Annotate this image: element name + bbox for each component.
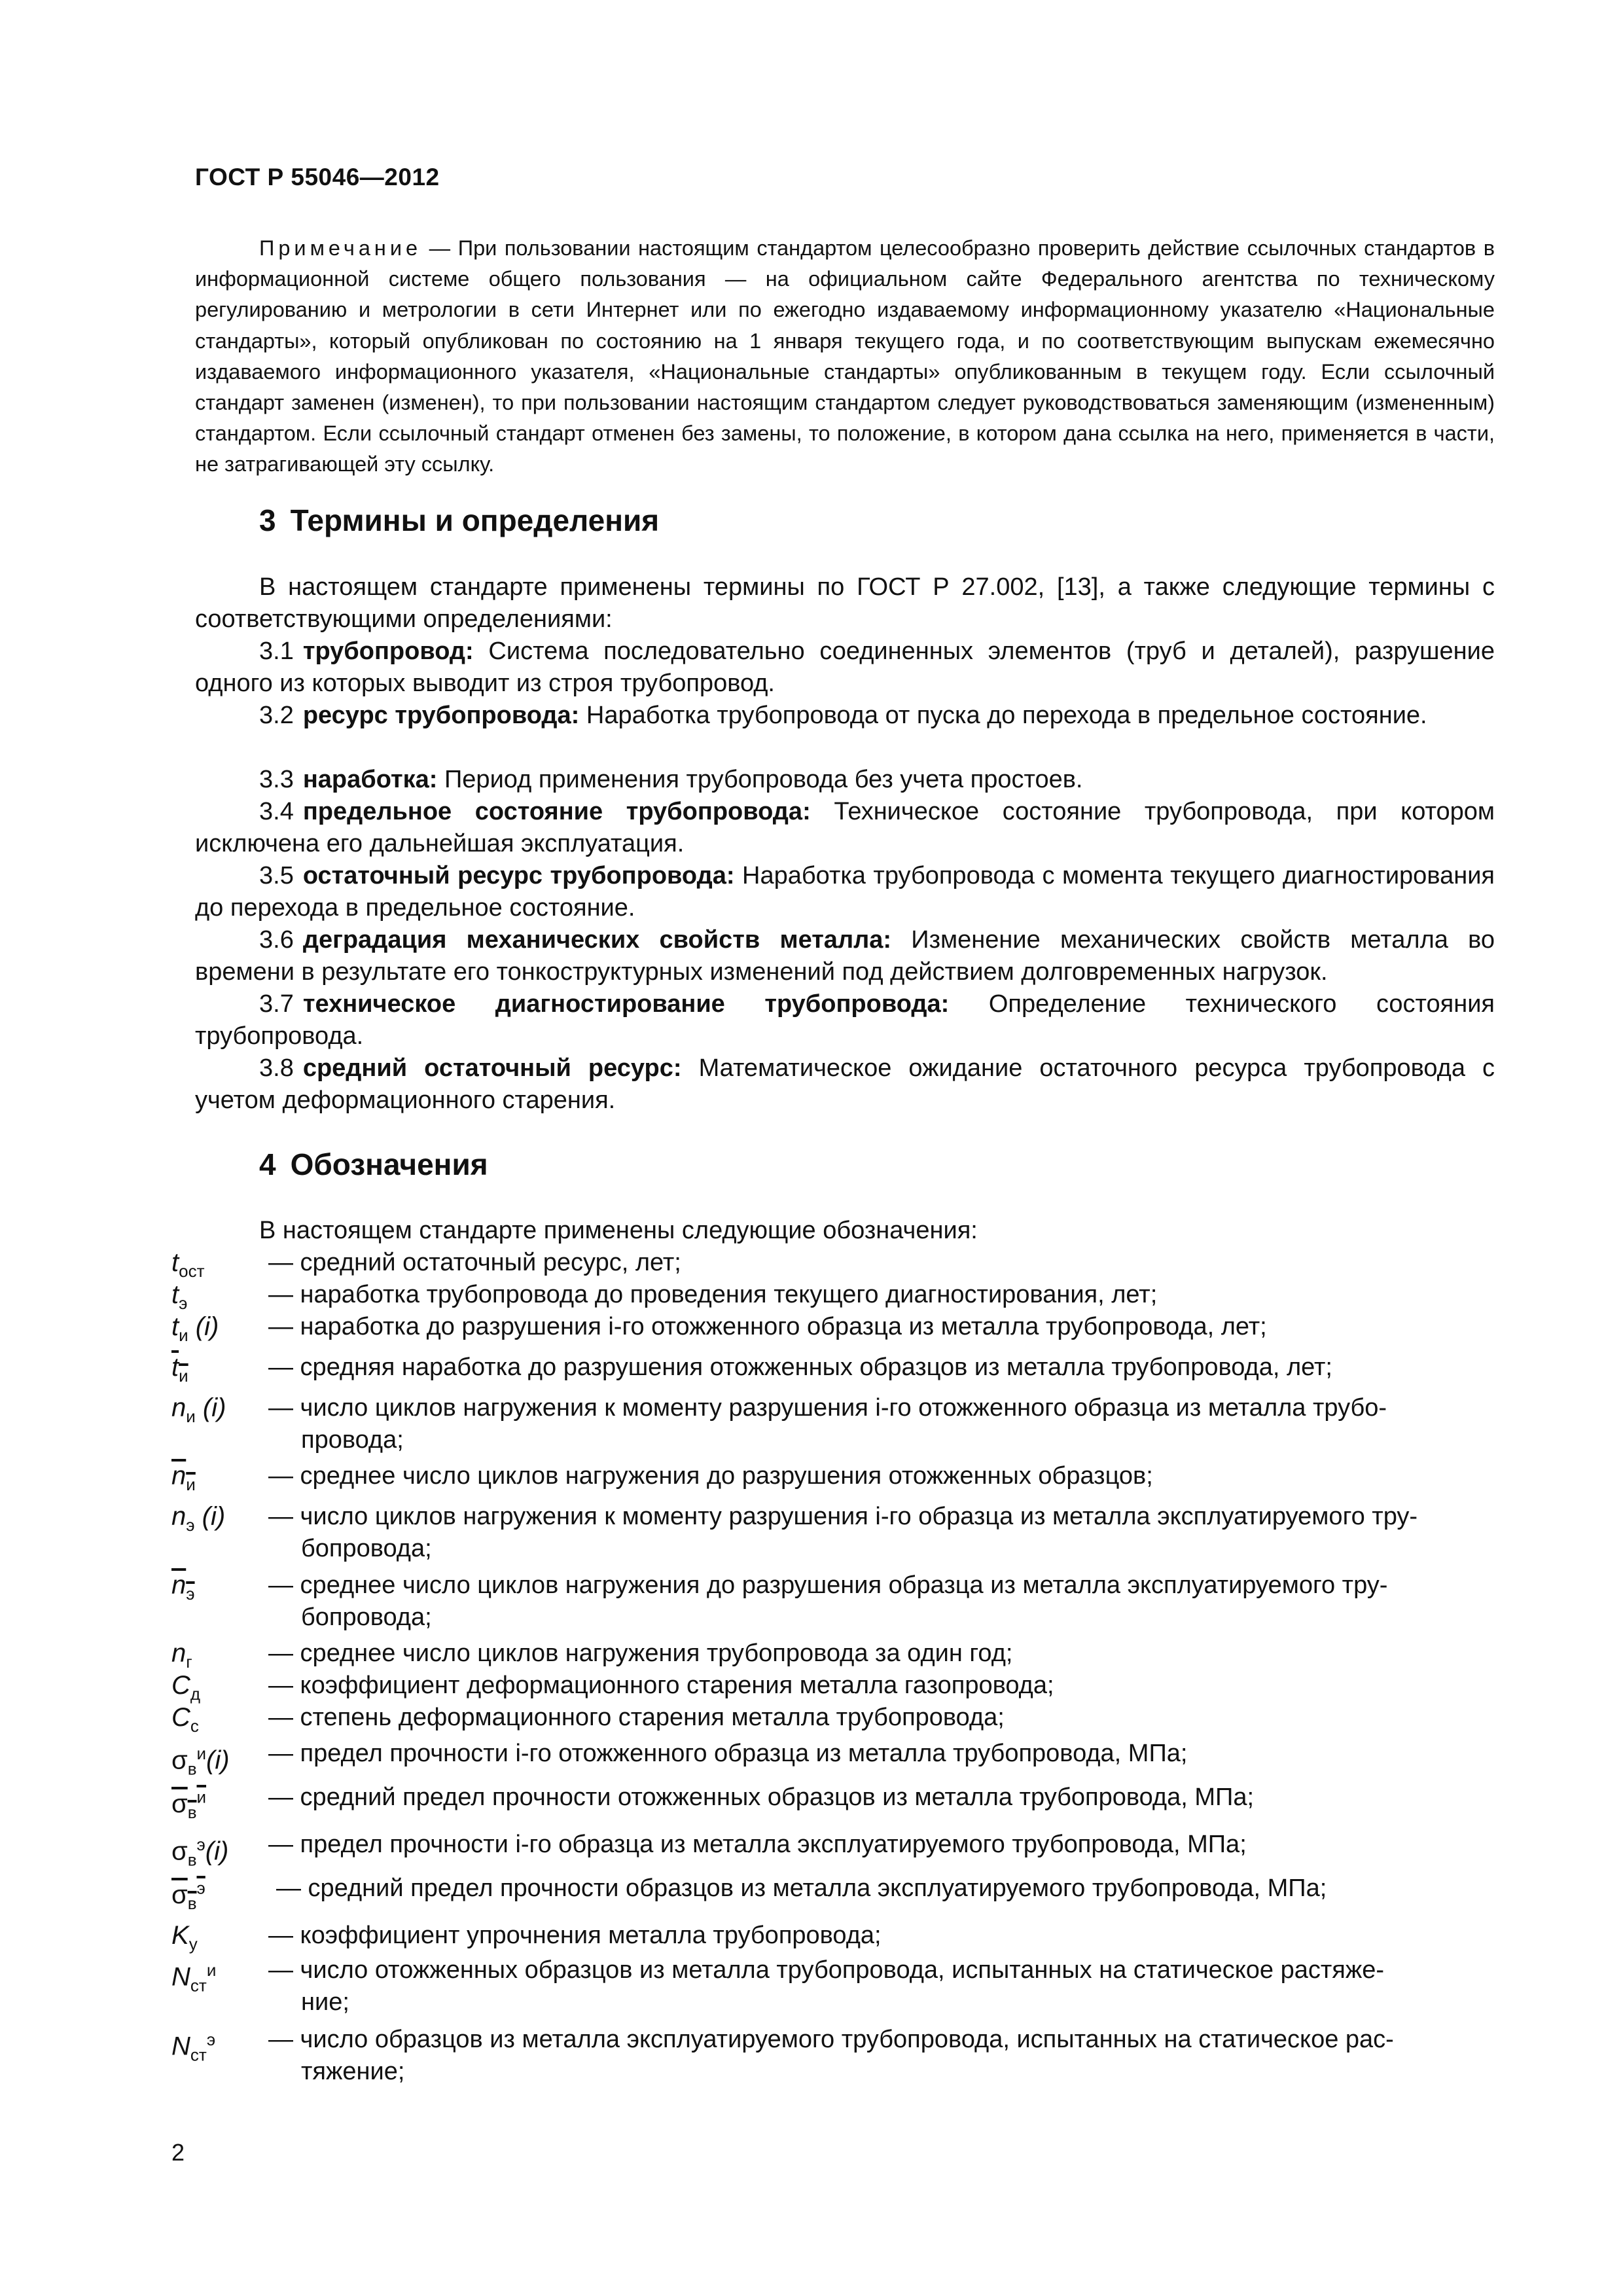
section-4-intro: В настоящем стандарте применены следующие обозначения:	[259, 1217, 978, 1244]
term-3-6	[195, 924, 1495, 988]
symbol-definition: — число циклов нагружения к моменту разрушения i-го образца из металла эксплуатируемого тру- бопровода;	[268, 1503, 1418, 1562]
term-3-8	[195, 1052, 1495, 1117]
symbol-definition: — средний остаточный ресурс, лет;	[268, 1249, 681, 1276]
symbol: $n_и$ (i)	[171, 1393, 226, 1426]
term-3-4	[195, 796, 1495, 860]
term-definition: Математическое ожидание остаточного ресурса трубопровода с учетом деформационного старения.	[195, 1054, 1495, 1114]
term-3-2	[195, 700, 1495, 732]
section-4-heading	[259, 1147, 488, 1182]
term-name: техническое диагностирование трубопровода:	[302, 990, 950, 1018]
symbol-definition: — средний предел прочности отожженных образцов из металла трубопровода, МПа;	[268, 1784, 1255, 1811]
symbol-definition: — средняя наработка до разрушения отожженных образцов из металла трубопровода, лет;	[268, 1354, 1332, 1381]
symbol-definition: — степень деформационного старения металла трубопровода;	[268, 1704, 1005, 1731]
document-header: ГОСТ Р 55046—2012	[195, 164, 440, 190]
symbol: $n_э$ (i)	[171, 1502, 226, 1535]
term-number: 3.6	[259, 926, 294, 954]
symbol-definition: — наработка до разрушения i-го отожженного образца из металла трубопровода, лет;	[268, 1313, 1267, 1340]
symbol: $C_д$	[171, 1671, 201, 1704]
symbol: $N_{ст}^и$	[171, 1960, 217, 1996]
section-3-title: Термины и определения	[290, 503, 660, 537]
section-3-intro: В настоящем стандарте применены термины по ГОСТ Р 27.002, [13], а также следующие термины с соответствующими определениями:	[195, 573, 1495, 633]
symbol: $\sigma_в^и(i)$	[171, 1744, 230, 1779]
symbol: $\sigma_в^э(i)$	[171, 1835, 229, 1870]
section-3-heading	[259, 503, 659, 538]
section-4-title: Обозначения	[290, 1147, 488, 1181]
symbol: $\sigma_в^и$	[171, 1787, 207, 1823]
term-number: 3.5	[259, 862, 294, 889]
term-number: 3.7	[259, 990, 294, 1018]
section-4-number: 4	[259, 1147, 276, 1181]
term-name: наработка:	[302, 766, 438, 793]
term-definition: Наработка трубопровода от пуска до перехода в предельное состояние.	[586, 702, 1427, 729]
note-paragraph	[195, 233, 1495, 480]
note-label: Примечание	[259, 236, 422, 260]
section-3-number: 3	[259, 503, 276, 537]
symbol-definition: — коэффициент упрочнения металла трубопровода;	[268, 1922, 882, 1949]
symbol: $t_{ост}$	[171, 1248, 205, 1281]
symbol: $C_с$	[171, 1703, 199, 1736]
symbol: $t_э$	[171, 1280, 188, 1313]
term-3-1	[195, 636, 1495, 700]
term-definition: Наработка трубопровода с момента текущего диагностирования до перехода в предельное состояние.	[195, 862, 1495, 922]
symbol-definition: — предел прочности i-го отожженного образца из металла трубопровода, МПа;	[268, 1740, 1188, 1767]
symbol: $t_и$ (i)	[171, 1312, 219, 1345]
term-number: 3.4	[259, 798, 294, 825]
term-name: средний остаточный ресурс:	[302, 1054, 682, 1082]
term-name: предельное состояние трубопровода:	[302, 798, 811, 825]
term-name: трубопровод:	[302, 637, 474, 665]
term-3-5	[195, 860, 1495, 924]
symbol-definition: — среднее число циклов нагружения трубопровода за один год;	[268, 1640, 1013, 1667]
symbol: $t_и$	[171, 1353, 188, 1386]
term-definition: Техническое состояние трубопровода, при котором исключена его дальнейшая эксплуатация.	[195, 798, 1495, 857]
symbol-definition: — средний предел прочности образцов из металла эксплуатируемого трубопровода, МПа;	[276, 1874, 1327, 1902]
symbol: $n_и$	[171, 1462, 196, 1494]
symbol-definition: — число отожженных образцов из металла трубопровода, испытанных на статическое растяже- ние;	[268, 1956, 1385, 2016]
symbol-definition: — среднее число циклов нагружения до разрушения отожженных образцов;	[268, 1462, 1153, 1490]
page-number: 2	[171, 2139, 185, 2166]
symbol-definition: — коэффициент деформационного старения металла газопровода;	[268, 1672, 1054, 1699]
symbol: $n_э$	[171, 1571, 195, 1604]
term-3-7	[195, 988, 1495, 1052]
term-number: 3.8	[259, 1054, 294, 1082]
term-name: ресурс трубопровода:	[302, 702, 580, 729]
symbol-definition: — число циклов нагружения к моменту разрушения i-го отожженного образца из металла трубо- провода;	[268, 1394, 1387, 1454]
term-definition: Изменение механических свойств металла во времени в результате его тонкоструктурных изменений под действием долговременных нагрузок.	[195, 926, 1495, 986]
symbol: $\sigma_в^э$	[171, 1878, 205, 1914]
term-definition: Период применения трубопровода без учета простоев.	[444, 766, 1083, 793]
term-number: 3.2	[259, 702, 294, 729]
symbol-definition: — предел прочности i-го образца из металла эксплуатируемого трубопровода, МПа;	[268, 1831, 1247, 1858]
term-name: деградация механических свойств металла:	[302, 926, 892, 954]
term-3-3	[195, 764, 1495, 796]
term-name: остаточный ресурс трубопровода:	[302, 862, 735, 889]
note-text: — При пользовании настоящим стандартом целесообразно проверить действие ссылочных стандартов в информационной системе общего пользования — на официальном сайте Федерального агентства по техническому регулированию и метрологии в сети Интернет или по ежегодно издаваемому информационному указателю «Национальные стандарты», который опубликован по состоянию на 1 января текущего года, и по соответствующим выпускам ежемесячно издаваемого информационного указателя, «Национальные стандарты» опубликованным в текущем году. Если ссылочный стандарт заменен (изменен), то при пользовании настоящим стандартом следует руководствоваться заменяющим (измененным) стандартом. Если ссылочный стандарт отменен без замены, то положение, в котором дана ссылка на него, применяется в части, не затрагивающей эту ссылку.	[195, 236, 1495, 476]
term-number: 3.1	[259, 637, 294, 665]
term-definition: Определение технического состояния трубопровода.	[195, 990, 1495, 1050]
symbol: $N_{ст}^э$	[171, 2030, 216, 2065]
symbol: $K_у$	[171, 1921, 198, 1954]
term-definition: Система последовательно соединенных элементов (труб и деталей), разрушение одного из которых выводит из строя трубопровод.	[195, 637, 1495, 697]
symbol-definition: — число образцов из металла эксплуатируемого трубопровода, испытанных на статическое рас- тяжение;	[268, 2026, 1394, 2085]
symbol: $n_г$	[171, 1639, 192, 1672]
symbol-definition: — наработка трубопровода до проведения текущего диагностирования, лет;	[268, 1281, 1158, 1308]
symbol-definition: — среднее число циклов нагружения до разрушения образца из металла эксплуатируемого тру- бопровода;	[268, 1571, 1388, 1631]
term-number: 3.3	[259, 766, 294, 793]
